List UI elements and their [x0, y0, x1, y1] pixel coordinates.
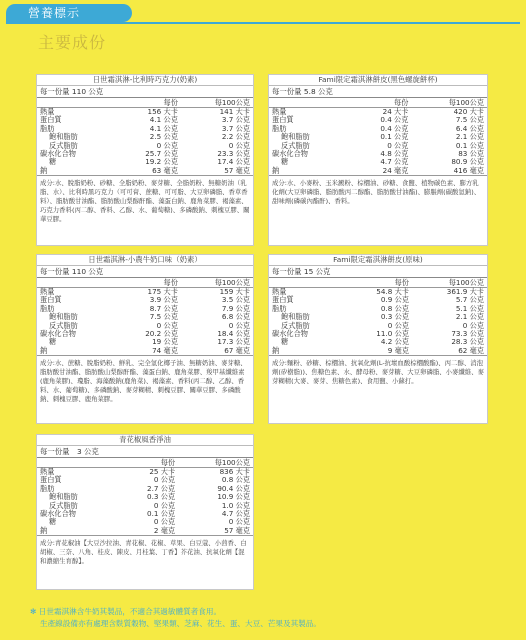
- per-100g-value: 80.9 公克: [451, 157, 484, 167]
- per-100g-value: 23.3 公克: [217, 149, 250, 159]
- nutrient-label: 脂肪: [272, 123, 287, 133]
- ingredients-text: 成分:水、脫脂奶粉、砂糖、全脂奶粉、麥芽糖、全脂奶粉、無糖奶油（乳脂、水）、比利時黑巧克力（可可膏、蔗糖、可可脂、大豆卵磷脂、香草香料）、脂肪酸甘油酯、脂肪酸山梨醇酐酯、藻蛋白鈉、鹿角菜膠、褐藻素、巧克力香料(丙二醇、香料、乙醇、水、葡萄糖)、多磷酸鈉、刺槐豆膠、關華豆膠。: [40, 179, 250, 224]
- nutrient-label: 糖: [281, 157, 289, 167]
- per-serving-value: 0 公克: [156, 320, 178, 330]
- per-serving-value: 2.5 公克: [149, 132, 178, 142]
- per-100g-value: 10.9 公克: [217, 492, 250, 502]
- nutrient-label: 糖: [49, 337, 57, 347]
- per-100g-value: 6.4 公克: [455, 123, 484, 133]
- nutrient-label: 反式脂肪: [49, 500, 78, 510]
- per-100g-value: 141 大卡: [181, 108, 253, 117]
- per-100g-value: 7.5 公克: [455, 115, 484, 125]
- nutrient-label: 蛋白質: [40, 295, 62, 305]
- nutrient-label: 熱量: [37, 468, 116, 477]
- per-serving-value: 0 公克: [156, 140, 178, 150]
- nutrition-card-pepper-oil: [36, 434, 254, 590]
- nutrient-row: [37, 116, 253, 124]
- per-serving-value: 24 毫克: [349, 167, 411, 176]
- column-header-per-serving: 每份: [394, 278, 409, 287]
- per-serving-value: 19 公克: [152, 337, 178, 347]
- allergen-note-2: [40, 618, 321, 629]
- per-serving-value: 19.2 公克: [145, 157, 178, 167]
- per-serving-value: 0 公克: [387, 320, 409, 330]
- ingredients-text: 成分:水、小麥粉、玉米澱粉、棕櫚油、砂糖、食鹽、植物碳色素、膨方乳化劑(大豆卵磷脂、脂肪酸丙二醇酯、脂肪酸甘油酯)、膨脹劑(碳酸氫鈉)、甜味劑(磷碳內酯酐)、香料。: [272, 179, 481, 206]
- nutrient-label: 蛋白質: [272, 115, 294, 125]
- nutrient-label: 糖: [49, 157, 57, 167]
- allergen-note-text: 生產線設備亦有處理含麩質穀物、堅果類、芝麻、花生、蛋、大豆、芒果及其製品。: [40, 619, 321, 628]
- card-title: Fami限定霜淇淋餅皮(原味): [269, 255, 487, 266]
- per-serving-value: 7.5 公克: [149, 312, 178, 322]
- nutrition-table: [37, 98, 253, 176]
- per-100g-value: 836 大卡: [178, 468, 253, 477]
- nutrient-row: [269, 288, 487, 297]
- nutrient-label: 碳水化合物: [40, 149, 76, 159]
- nutrition-table: [269, 98, 487, 176]
- nutrient-label: 蛋白質: [40, 475, 62, 485]
- section-title: 主要成份: [38, 33, 107, 52]
- nutrient-label: 反式脂肪: [49, 140, 78, 150]
- per-100g-value: 0.8 公克: [221, 475, 250, 485]
- per-serving-value: 54.8 大卡: [345, 288, 412, 297]
- ingredients-text: 成分:水、蔗糖、脫脂奶粉、鮮乳、完全氫化椰子油、無糖奶油、麥芽糖、脂肪酸甘油酯、脂肪酸山梨醇酐酯、藻蛋白鈉、鹿角菜膠、羧甲基纖維素(鹿角菜膠)、瓊脂、海藻酸鈉(鹿角菜)、褐藻素、香料(丙二醇、乙醇、香料、水、葡萄糖)、多磷酸鈉、麥芽糊精、刺槐豆膠、關華豆膠、多磷酸鈉、刺槐豆膠、鹿角菜膠。: [40, 359, 247, 404]
- header-divider: [6, 22, 520, 24]
- per-serving-value: 20.2 公克: [145, 329, 178, 339]
- per-100g-value: 1.0 公克: [221, 500, 250, 510]
- nutrient-row: [269, 338, 487, 346]
- nutrition-card-original-cone: [268, 254, 488, 424]
- nutrient-label: 飽和脂肪: [49, 492, 78, 502]
- per-100g-value: 73.3 公克: [451, 329, 484, 339]
- per-100g-value: 0 公克: [462, 320, 484, 330]
- column-header-per-100g: 每100公克: [214, 458, 250, 467]
- per-serving-value: 2 毫克: [116, 527, 178, 536]
- ingredients-text: 成分:麵粉、砂糖、棕櫚油、抗氧化劑(L-抗壞血酸棕櫚酸酯)、丙二醇、消泡劑(矽樹脂))、焦糖色素、水、酵母粉、麥芽糖、大豆卵磷脂、小麥纖維、麥芽糊精(大麥、麥芽、焦糖色素)、食用鹽、小蘇打。: [272, 359, 484, 386]
- per-100g-value: 7.9 公克: [221, 303, 250, 313]
- allergen-note-1: [30, 606, 221, 617]
- per-100g-value: 57 毫克: [181, 167, 253, 176]
- nutrient-row: [37, 108, 253, 117]
- per-serving-value: 0 公克: [387, 140, 409, 150]
- column-header-per-serving: 每份: [163, 278, 178, 287]
- nutrient-row: [37, 347, 253, 356]
- per-serving-value: 175 大卡: [113, 288, 181, 297]
- column-header-per-100g: 每100公克: [448, 98, 484, 107]
- per-serving-value: 4.8 公克: [380, 149, 409, 159]
- nutrition-table: [269, 278, 487, 356]
- serving-size: 每一份量 5.8 公克: [269, 86, 487, 98]
- nutrient-label: 飽和脂肪: [49, 132, 78, 142]
- nutrient-label: 飽和脂肪: [281, 312, 310, 322]
- per-100g-value: 5.7 公克: [455, 295, 484, 305]
- per-100g-value: 90.4 公克: [217, 483, 250, 493]
- per-100g-value: 420 大卡: [411, 108, 487, 117]
- per-100g-value: 17.3 公克: [217, 337, 250, 347]
- nutrient-label: 脂肪: [40, 123, 55, 133]
- nutrient-row: [37, 518, 253, 526]
- per-serving-value: 0 公克: [153, 517, 176, 527]
- per-serving-value: 63 毫克: [113, 167, 181, 176]
- per-serving-value: 8.7 公克: [149, 303, 178, 313]
- nutrient-label: 鈉: [37, 347, 113, 356]
- card-title: 日世霜淇淋-比利時巧克力(奶素): [37, 75, 253, 86]
- per-serving-value: 2.7 公克: [147, 483, 176, 493]
- nutrient-label: 鈉: [37, 167, 113, 176]
- nutrient-label: 熱量: [269, 288, 345, 297]
- per-serving-value: 25 大卡: [116, 468, 178, 477]
- nutrient-row: [269, 116, 487, 124]
- nutrition-table: [37, 458, 253, 536]
- nutrient-label: 糖: [281, 337, 289, 347]
- per-100g-value: 5.1 公克: [455, 303, 484, 313]
- nutrient-label: 反式脂肪: [49, 320, 78, 330]
- column-header-per-100g: 每100公克: [214, 278, 250, 287]
- per-100g-value: 28.3 公克: [451, 337, 484, 347]
- nutrient-label: 熱量: [269, 108, 349, 117]
- nutrient-label: 脂肪: [40, 483, 55, 493]
- serving-size: 每一份量 110 公克: [37, 86, 253, 98]
- per-serving-value: 24 大卡: [349, 108, 411, 117]
- per-100g-value: 3.7 公克: [221, 123, 250, 133]
- per-serving-value: 0.1 公克: [147, 509, 176, 519]
- per-100g-value: 17.4 公克: [217, 157, 250, 167]
- per-serving-value: 4.1 公克: [149, 123, 178, 133]
- per-100g-value: 2.1 公克: [455, 312, 484, 322]
- per-100g-value: 3.5 公克: [221, 295, 250, 305]
- per-100g-value: 3.7 公克: [221, 115, 250, 125]
- nutrition-label-tab: 營養標示: [6, 4, 132, 22]
- nutrient-label: 糖: [49, 517, 57, 527]
- column-header-per-100g: 每100公克: [214, 98, 250, 107]
- star-icon: ✻: [30, 607, 37, 616]
- column-header-per-100g: 每100公克: [448, 278, 484, 287]
- per-serving-value: 0.8 公克: [380, 303, 409, 313]
- nutrient-label: 碳水化合物: [272, 329, 308, 339]
- per-serving-value: 0.3 公克: [380, 312, 409, 322]
- per-serving-value: 0.3 公克: [147, 492, 176, 502]
- nutrient-row: [37, 338, 253, 346]
- nutrient-label: 熱量: [37, 288, 113, 297]
- per-100g-value: 2.2 公克: [221, 132, 250, 142]
- nutrient-label: 熱量: [37, 108, 113, 117]
- column-header-per-serving: 每份: [160, 458, 176, 467]
- per-serving-value: 0.9 公克: [380, 295, 409, 305]
- per-serving-value: 3.9 公克: [149, 295, 178, 305]
- per-100g-value: 361.9 大卡: [412, 288, 487, 297]
- per-serving-value: 9 毫克: [345, 347, 412, 356]
- per-serving-value: 74 毫克: [113, 347, 181, 356]
- nutrient-label: 碳水化合物: [272, 149, 308, 159]
- nutrition-card-chocolate: [36, 74, 254, 246]
- per-100g-value: 6.8 公克: [221, 312, 250, 322]
- nutrient-row: [269, 108, 487, 117]
- nutrition-table: [37, 278, 253, 356]
- nutrient-row: [37, 468, 253, 477]
- per-100g-value: 0 公克: [228, 140, 250, 150]
- per-serving-value: 0.4 公克: [380, 123, 409, 133]
- nutrient-row: [269, 167, 487, 176]
- card-title: 日世霜淇淋-小農牛奶口味（奶素）: [37, 255, 253, 266]
- serving-size: 每一份量 110 公克: [37, 266, 253, 278]
- nutrient-row: [37, 527, 253, 536]
- per-100g-value: 57 毫克: [178, 527, 253, 536]
- nutrient-label: 反式脂肪: [281, 320, 310, 330]
- column-header-per-serving: 每份: [163, 98, 178, 107]
- per-serving-value: 156 大卡: [113, 108, 181, 117]
- per-100g-value: 18.4 公克: [217, 329, 250, 339]
- nutrient-label: 鈉: [269, 347, 345, 356]
- nutrient-label: 碳水化合物: [40, 509, 76, 519]
- nutrient-row: [37, 510, 253, 518]
- nutrition-card-black-cone: [268, 74, 488, 246]
- nutrient-row: [37, 158, 253, 166]
- per-100g-value: 67 毫克: [181, 347, 253, 356]
- per-serving-value: 0.1 公克: [380, 132, 409, 142]
- allergen-note-text: 日世霜淇淋含牛奶其製品，不適合其過敏體質者食用。: [38, 607, 222, 616]
- nutrient-label: 蛋白質: [40, 115, 62, 125]
- per-100g-value: 416 毫克: [411, 167, 487, 176]
- per-100g-value: 83 公克: [458, 149, 484, 159]
- per-serving-value: 11.0 公克: [376, 329, 409, 339]
- nutrient-label: 脂肪: [272, 303, 287, 313]
- nutrient-label: 鈉: [37, 527, 116, 536]
- per-serving-value: 4.1 公克: [149, 115, 178, 125]
- nutrient-row: [37, 288, 253, 297]
- per-100g-value: 0 公克: [228, 517, 250, 527]
- nutrient-label: 飽和脂肪: [281, 132, 310, 142]
- per-serving-value: 4.2 公克: [380, 337, 409, 347]
- per-100g-value: 62 毫克: [412, 347, 487, 356]
- ingredients-text: 成分:青花椒油【大豆沙拉油、青花椒、花椒、草果、白豆蔻、小茴香、白胡椒、三奈、八角、桂皮、陳皮、月桂葉、丁香】芥花油、抗氧化劑【混和濃縮生育醇】。: [40, 539, 247, 566]
- card-title: 青花椒風香淨油: [37, 435, 253, 446]
- serving-size: 每一份量 15 公克: [269, 266, 487, 278]
- nutrient-label: 脂肪: [40, 303, 55, 313]
- nutrient-row: [37, 167, 253, 176]
- column-header-per-serving: 每份: [394, 98, 409, 107]
- per-serving-value: 0.4 公克: [380, 115, 409, 125]
- per-100g-value: 159 大卡: [181, 288, 253, 297]
- nutrient-label: 反式脂肪: [281, 140, 310, 150]
- nutrient-label: 碳水化合物: [40, 329, 76, 339]
- nutrient-row: [37, 296, 253, 304]
- nutrient-label: 飽和脂肪: [49, 312, 78, 322]
- nutrient-row: [269, 296, 487, 304]
- nutrient-label: 鈉: [269, 167, 349, 176]
- serving-size: 每一份量 3 公克: [37, 446, 253, 458]
- nutrient-label: 蛋白質: [272, 295, 294, 305]
- nutrition-card-milk: [36, 254, 254, 424]
- per-100g-value: 2.1 公克: [455, 132, 484, 142]
- per-serving-value: 0 公克: [153, 475, 176, 485]
- per-serving-value: 4.7 公克: [380, 157, 409, 167]
- per-100g-value: 4.7 公克: [221, 509, 250, 519]
- per-serving-value: 0 公克: [153, 500, 176, 510]
- nutrient-row: [269, 347, 487, 356]
- card-title: Fami限定霜淇淋餅皮(黑色螺旋餅杯): [269, 75, 487, 86]
- per-100g-value: 0 公克: [228, 320, 250, 330]
- per-100g-value: 0.1 公克: [455, 140, 484, 150]
- per-serving-value: 25.7 公克: [145, 149, 178, 159]
